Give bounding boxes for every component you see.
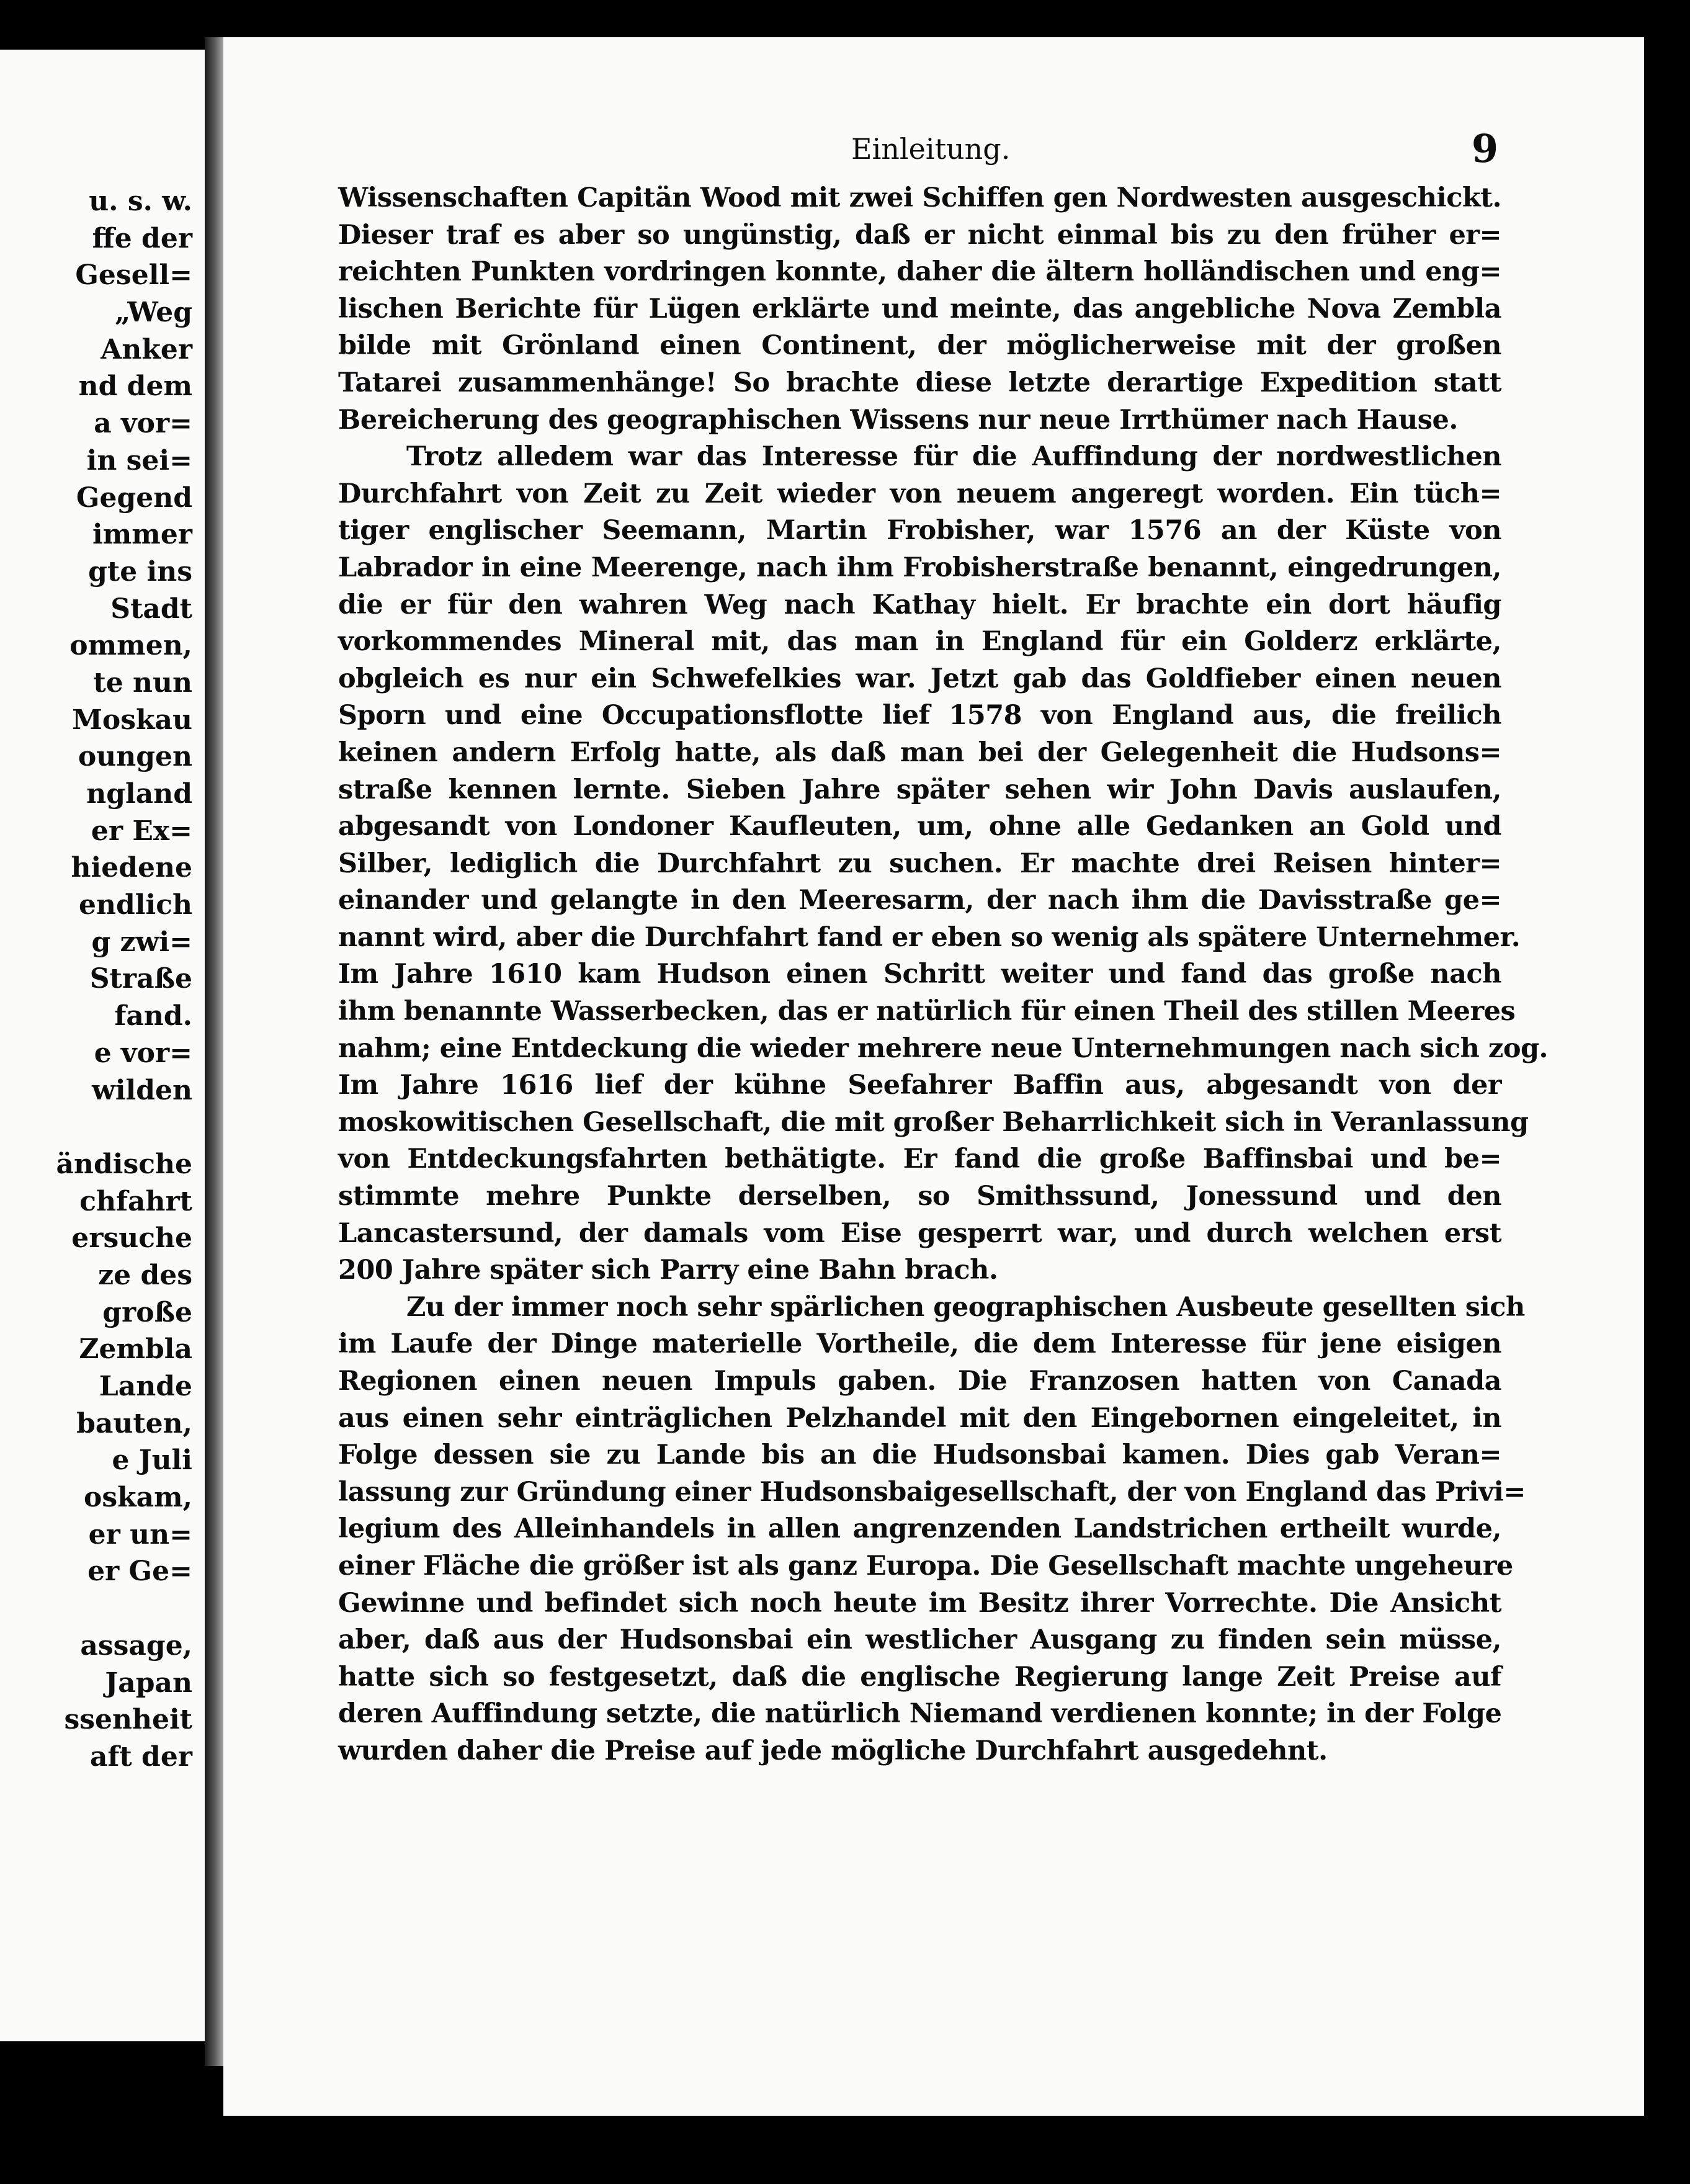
text-line: legium des Alleinhandels in allen angrenzenden Landstrichen ertheilt wurde, bbox=[338, 1513, 1501, 1545]
facing-page-line: g zwi= bbox=[91, 926, 192, 958]
facing-page-line: aft der bbox=[89, 1740, 192, 1773]
text-line: Im Jahre 1616 lief der kühne Seefahrer Baffin aus, abgesandt von der bbox=[338, 1070, 1501, 1101]
text-line: Bereicherung des geographischen Wissens nur neue Irrthümer nach Hause. bbox=[338, 404, 1458, 436]
facing-page-fragment bbox=[0, 50, 205, 2041]
text-line: deren Auffindung setzte, die natürlich Niemand verdienen konnte; in der Folge bbox=[338, 1698, 1502, 1730]
text-line: nannt wird, aber die Durchfahrt fand er eben so wenig als spätere Unternehmer. bbox=[338, 921, 1521, 953]
text-line: Tatarei zusammenhänge! So brachte diese letzte derartige Expedition statt bbox=[338, 367, 1501, 398]
text-line: einer Fläche die größer ist als ganz Europa. Die Gesellschaft machte ungeheure bbox=[338, 1550, 1513, 1582]
text-line: im Laufe der Dinge materielle Vortheile, die dem Interesse für jene eisigen bbox=[338, 1328, 1501, 1360]
facing-page-line: Gesell= bbox=[75, 259, 192, 292]
facing-page-line bbox=[56, 1109, 192, 1146]
text-line: einander und gelangte in den Meeresarm, der nach ihm die Davisstraße ge= bbox=[338, 885, 1501, 916]
text-line: hatte sich so festgesetzt, daß die englische Regierung lange Zeit Preise auf bbox=[338, 1661, 1501, 1693]
facing-page-line: Japan bbox=[105, 1667, 192, 1699]
facing-page-line: er Ge= bbox=[87, 1555, 192, 1588]
facing-page-line: u. s. w. bbox=[89, 186, 192, 217]
facing-page-line: nd dem bbox=[78, 370, 192, 403]
facing-page-line: Lande bbox=[99, 1371, 192, 1402]
text-line: Wissenschaften Capitän Wood mit zwei Schiffen gen Nordwesten ausgeschickt. bbox=[338, 182, 1501, 213]
facing-page-line: endlich bbox=[79, 889, 192, 921]
facing-page-line bbox=[56, 1590, 192, 1627]
facing-page-text bbox=[56, 183, 192, 1776]
facing-page-line: e Juli bbox=[112, 1444, 192, 1477]
facing-page-line: Zembla bbox=[79, 1333, 192, 1366]
facing-page-line: hiedene bbox=[71, 852, 192, 884]
facing-page-line: er Ex= bbox=[91, 815, 192, 847]
text-line: Durchfahrt von Zeit zu Zeit wieder von neuem angeregt worden. Ein tüch= bbox=[338, 478, 1501, 509]
text-line: die er für den wahren Weg nach Kathay hielt. Er brachte ein dort häufig bbox=[338, 589, 1501, 620]
facing-page-line: bauten, bbox=[76, 1407, 192, 1439]
facing-page-line: ssenheit bbox=[64, 1704, 192, 1736]
facing-page-line: oungen bbox=[78, 741, 192, 773]
facing-page-line: er un= bbox=[88, 1518, 192, 1551]
text-line: Trotz alledem war das Interesse für die Auffindung der nordwestlichen bbox=[406, 441, 1501, 473]
text-line: Sporn und eine Occupationsflotte lief 1578 von England aus, die freilich bbox=[338, 700, 1501, 732]
facing-page-line: wilden bbox=[91, 1074, 192, 1106]
facing-page-line: assage, bbox=[80, 1629, 192, 1662]
text-line: aber, daß aus der Hudsonsbai ein westlicher Ausgang zu finden sein müsse, bbox=[338, 1624, 1501, 1656]
facing-page-line: ze des bbox=[98, 1259, 192, 1291]
body-text bbox=[338, 180, 1549, 1770]
facing-page-line: Moskau bbox=[72, 704, 192, 736]
facing-page-line: große bbox=[102, 1296, 192, 1328]
text-line: Labrador in eine Meerenge, nach ihm Frobisherstraße benannt, eingedrungen, bbox=[338, 552, 1501, 583]
book-page bbox=[223, 37, 1644, 2116]
facing-page-line: ommen, bbox=[69, 630, 192, 662]
text-line: moskowitischen Gesellschaft, die mit großer Beharrlichkeit sich in Veranlassung bbox=[338, 1106, 1529, 1138]
running-title: Einleitung. bbox=[851, 132, 1011, 166]
text-line: Silber, lediglich die Durchfahrt zu suchen. Er machte drei Reisen hinter= bbox=[338, 848, 1501, 879]
text-line: 200 Jahre später sich Parry eine Bahn brach. bbox=[338, 1255, 998, 1286]
facing-page-line: immer bbox=[92, 519, 192, 551]
facing-page-line: oskam, bbox=[84, 1482, 192, 1514]
text-line: lischen Berichte für Lügen erklärte und meinte, das angebliche Nova Zembla bbox=[338, 293, 1501, 324]
facing-page-line: Anker bbox=[101, 333, 192, 365]
page-number: 9 bbox=[1471, 126, 1498, 171]
facing-page-line: a vor= bbox=[94, 408, 192, 440]
text-line: tiger englischer Seemann, Martin Frobisher, war 1576 an der Küste von bbox=[338, 515, 1501, 547]
facing-page-line: „Weg bbox=[114, 297, 192, 329]
facing-page-line: gte ins bbox=[88, 555, 192, 588]
facing-page-line: e vor= bbox=[94, 1037, 192, 1069]
text-line: lassung zur Gründung einer Hudsonsbaigesellschaft, der von England das Privi= bbox=[338, 1476, 1526, 1508]
facing-page-line: ändische bbox=[56, 1148, 192, 1180]
facing-page-line: ersuche bbox=[71, 1222, 192, 1255]
facing-page-line: in sei= bbox=[86, 444, 192, 477]
facing-page-line: Straße bbox=[89, 963, 192, 995]
text-line: vorkommendes Mineral mit, das man in England für ein Golderz erklärte, bbox=[338, 626, 1501, 658]
text-line: Im Jahre 1610 kam Hudson einen Schritt weiter und fand das große nach bbox=[338, 959, 1501, 990]
facing-page-line: fand. bbox=[114, 1000, 192, 1032]
text-line: reichten Punkten vordringen konnte, daher die ältern holländischen und eng= bbox=[338, 256, 1501, 288]
text-line: wurden daher die Preise auf jede mögliche Durchfahrt ausgedehnt. bbox=[338, 1735, 1328, 1766]
text-line: Gewinne und befindet sich noch heute im Besitz ihrer Vorrechte. Die Ansicht bbox=[338, 1587, 1501, 1619]
text-line: obgleich es nur ein Schwefelkies war. Jetzt gab das Goldfieber einen neuen bbox=[338, 663, 1501, 694]
text-line: Zu der immer noch sehr spärlichen geographischen Ausbeute gesellten sich bbox=[406, 1291, 1525, 1323]
text-line: nahm; eine Entdeckung die wieder mehrere neue Unternehmungen nach sich zog. bbox=[338, 1032, 1549, 1064]
text-line: Folge dessen sie zu Lande bis an die Hudsonsbai kamen. Dies gab Veran= bbox=[338, 1439, 1501, 1471]
facing-page-line: Gegend bbox=[76, 481, 192, 514]
text-line: abgesandt von Londoner Kaufleuten, um, ohne alle Gedanken an Gold und bbox=[338, 811, 1501, 843]
facing-page-line: Stadt bbox=[110, 593, 192, 625]
text-line: von Entdeckungsfahrten bethätigte. Er fand die große Baffinsbai und be= bbox=[338, 1143, 1501, 1175]
facing-page-line: chfahrt bbox=[79, 1185, 192, 1217]
text-line: bilde mit Grönland einen Continent, der möglicherweise mit der großen bbox=[338, 330, 1501, 362]
facing-page-line: ffe der bbox=[92, 222, 192, 254]
text-line: stimmte mehre Punkte derselben, so Smithssund, Jonessund und den bbox=[338, 1181, 1501, 1212]
text-line: straße kennen lernte. Sieben Jahre später sehen wir John Davis auslaufen, bbox=[338, 774, 1501, 805]
text-line: Regionen einen neuen Impuls gaben. Die Franzosen hatten von Canada bbox=[338, 1366, 1501, 1397]
text-line: keinen andern Erfolg hatte, als daß man bei der Gelegenheit die Hudsons= bbox=[338, 736, 1501, 768]
text-line: Dieser traf es aber so ungünstig, daß er nicht einmal bis zu den früher er= bbox=[338, 219, 1501, 251]
page-header bbox=[223, 124, 1644, 174]
text-line: Lancastersund, der damals vom Eise gesperrt war, und durch welchen erst bbox=[338, 1217, 1501, 1249]
text-line: ihm benannte Wasserbecken, das er natürlich für einen Theil des stillen Meeres bbox=[338, 996, 1516, 1027]
text-line: aus einen sehr einträglichen Pelzhandel mit den Eingebornen eingeleitet, in bbox=[338, 1402, 1501, 1434]
facing-page-line: ngland bbox=[86, 778, 192, 810]
facing-page-line: te nun bbox=[93, 666, 192, 699]
